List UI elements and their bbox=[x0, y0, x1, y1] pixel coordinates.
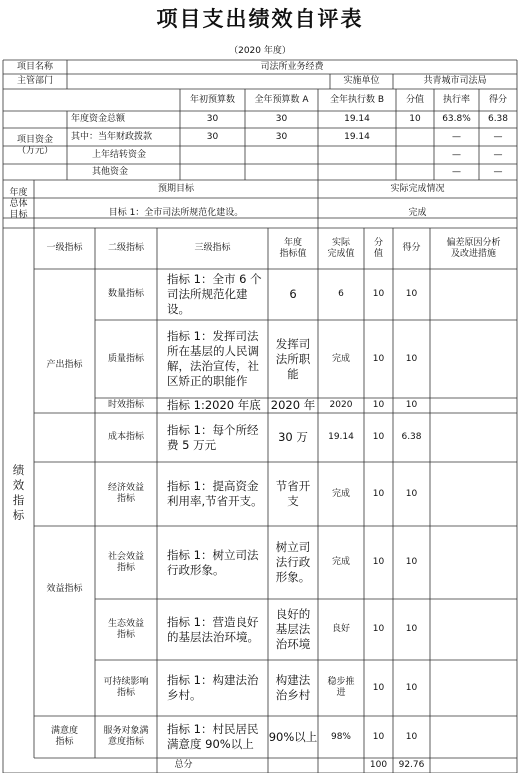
target-value: 构建法 治乡村 bbox=[275, 673, 311, 702]
actual-value: 完成 bbox=[331, 353, 350, 364]
level2-indicator: 社会效益 指标 bbox=[107, 551, 144, 573]
total-score: 100 bbox=[369, 760, 388, 770]
target-value: 6 bbox=[289, 287, 297, 301]
funds-header: 全年执行数 B bbox=[329, 94, 385, 105]
funds-value bbox=[245, 164, 318, 180]
funds-value: — bbox=[452, 166, 461, 177]
funds-row-label: 其他资金 bbox=[92, 166, 129, 177]
score-value: 10 bbox=[372, 557, 385, 567]
score-value: 10 bbox=[372, 731, 385, 742]
score-value: 10 bbox=[372, 488, 385, 499]
funds-header: 执行率 bbox=[442, 94, 470, 105]
level1-indicator: 满意度 指标 bbox=[50, 726, 78, 747]
got-value: 10 bbox=[405, 624, 418, 634]
deviation-note bbox=[430, 269, 517, 320]
funds-value: 19.14 bbox=[344, 114, 370, 124]
level2-indicator: 生态效益 指标 bbox=[107, 618, 144, 640]
level1-indicator: 效益指标 bbox=[46, 583, 83, 594]
funds-header: 全年预算数 A bbox=[254, 94, 309, 105]
deviation-note bbox=[430, 320, 517, 398]
perf-header: 得分 bbox=[402, 243, 421, 253]
target-value: 树立司 法行政 形象。 bbox=[275, 540, 311, 584]
funds-value bbox=[318, 164, 396, 180]
actual-value: 19.14 bbox=[328, 432, 354, 442]
goal-actual: 完成 bbox=[408, 207, 427, 218]
level3-indicator: 指标 1：树立司法 行政形象。 bbox=[167, 547, 259, 577]
funds-label: 项目资金 （万元） bbox=[16, 134, 53, 156]
funds-value: 19.14 bbox=[344, 131, 370, 142]
funds-value: 63.8% bbox=[442, 114, 471, 124]
deviation-note bbox=[430, 413, 517, 462]
level2-indicator: 数量指标 bbox=[107, 289, 144, 299]
funds-value bbox=[396, 164, 434, 180]
level3-indicator: 指标 1：构建法治 乡村。 bbox=[167, 673, 259, 702]
level3-indicator: 指标 1：营造良好 的基层法治环境。 bbox=[167, 614, 259, 644]
funds-row-label: 上年结转资金 bbox=[92, 149, 147, 160]
funds-value bbox=[180, 164, 245, 180]
target-value: 90%以上 bbox=[268, 729, 318, 744]
funds-value bbox=[396, 128, 434, 146]
score-value: 10 bbox=[372, 682, 385, 693]
actual-value: 2020 bbox=[329, 400, 353, 410]
funds-value: — bbox=[493, 131, 503, 142]
total-label: 总分 bbox=[174, 760, 193, 770]
funds-value: 10 bbox=[409, 114, 421, 124]
project-name: 司法所业务经费 bbox=[260, 61, 324, 72]
level2-indicator: 时效指标 bbox=[107, 400, 144, 410]
deviation-note bbox=[430, 526, 517, 599]
got-value: 10 bbox=[405, 682, 418, 693]
impl-unit: 共青城市司法局 bbox=[423, 76, 487, 86]
level2-indicator: 可持续影响 指标 bbox=[103, 677, 149, 698]
got-value: 6.38 bbox=[401, 432, 422, 442]
deviation-note bbox=[430, 398, 517, 413]
funds-value bbox=[396, 146, 434, 164]
funds-value: — bbox=[493, 166, 503, 177]
actual-value: 良好 bbox=[331, 624, 350, 634]
target-value: 节省开 支 bbox=[275, 479, 311, 508]
funds-header: 得分 bbox=[488, 94, 507, 105]
level3-indicator: 指标 1：提高资金 利用率,节省开支。 bbox=[167, 479, 263, 508]
score-value: 10 bbox=[372, 289, 385, 299]
page-title: 项目支出绩效自评表 bbox=[156, 7, 364, 31]
actual-value: 6 bbox=[338, 289, 344, 299]
perf-header: 三级指标 bbox=[194, 243, 231, 253]
level2-indicator: 质量指标 bbox=[107, 353, 144, 364]
level2-indicator: 服务对象满 意度指标 bbox=[103, 726, 149, 747]
funds-row-label: 年度资金总额 bbox=[71, 114, 126, 124]
level3-indicator: 指标 1：发挥司法 所在基层的人民调 解，法治宣传，社 区矫正的职能作 bbox=[167, 329, 259, 388]
level2-indicator: 经济效益 指标 bbox=[107, 483, 144, 504]
funds-value bbox=[180, 146, 245, 164]
deviation-note bbox=[430, 716, 517, 758]
got-value: 10 bbox=[405, 488, 418, 499]
dept-label: 主管部门 bbox=[16, 76, 53, 86]
funds-value: 30 bbox=[275, 131, 288, 142]
goal-expected: 目标 1：全市司法所规范化建设。 bbox=[108, 207, 244, 218]
target-value: 发挥司 法所职 能 bbox=[275, 336, 311, 381]
score-value: 10 bbox=[372, 624, 385, 634]
funds-header: 分值 bbox=[405, 94, 424, 105]
actual-value: 完成 bbox=[331, 557, 350, 567]
goal-expected-header: 预期目标 bbox=[157, 183, 194, 194]
level3-indicator: 指标 1:2020 年底 bbox=[167, 398, 261, 412]
deviation-note bbox=[430, 599, 517, 660]
level3-indicator: 指标 1：每个所经 费 5 万元 bbox=[167, 422, 259, 452]
funds-value: 30 bbox=[206, 114, 219, 124]
funds-value: 30 bbox=[275, 114, 288, 124]
funds-value: 6.38 bbox=[487, 114, 509, 124]
funds-value bbox=[245, 146, 318, 164]
goal-actual-header: 实际完成情况 bbox=[390, 183, 445, 194]
actual-value: 98% bbox=[330, 731, 351, 742]
got-value: 10 bbox=[405, 731, 418, 742]
total-got: 92.76 bbox=[398, 760, 425, 770]
actual-value: 完成 bbox=[331, 488, 350, 499]
level3-indicator: 指标 1：村民居民 满意度 90%以上 bbox=[167, 722, 259, 751]
funds-value: — bbox=[493, 149, 503, 160]
target-value: 30 万 bbox=[278, 430, 308, 444]
score-value: 10 bbox=[372, 353, 385, 364]
score-value: 10 bbox=[372, 400, 385, 410]
perf-header: 二级指标 bbox=[107, 243, 144, 253]
funds-header: 年初预算数 bbox=[189, 94, 235, 105]
goal-label: 年度 总体 目标 bbox=[9, 187, 28, 220]
score-value: 10 bbox=[372, 432, 385, 442]
perf-header: 实际 完成值 bbox=[327, 237, 355, 259]
deviation-note bbox=[430, 462, 517, 526]
perf-header: 一级指标 bbox=[46, 243, 83, 253]
funds-value bbox=[318, 146, 396, 164]
level2-indicator: 成本指标 bbox=[107, 432, 144, 442]
actual-value: 稳步推 进 bbox=[327, 677, 355, 698]
got-value: 10 bbox=[405, 557, 418, 567]
funds-row-label: 其中：当年财政拨款 bbox=[71, 131, 153, 142]
deviation-note bbox=[430, 660, 517, 716]
target-value: 良好的 基层法 治环境 bbox=[275, 607, 311, 651]
report-year: （2020 年度） bbox=[229, 46, 291, 56]
project-name-label: 项目名称 bbox=[16, 61, 53, 72]
funds-value: — bbox=[452, 149, 461, 160]
got-value: 10 bbox=[405, 289, 418, 299]
perf-label: 绩 效 指 标 bbox=[12, 463, 25, 522]
level1-indicator: 产出指标 bbox=[46, 360, 83, 370]
got-value: 10 bbox=[405, 353, 418, 364]
perf-header: 偏差原因分析 及改进措施 bbox=[446, 237, 501, 259]
perf-header: 分 值 bbox=[373, 237, 383, 259]
impl-unit-label: 实施单位 bbox=[343, 76, 380, 86]
funds-value: — bbox=[452, 131, 461, 142]
got-value: 10 bbox=[405, 400, 418, 410]
level3-indicator: 指标 1：全市 6 个 司法所规范化建 设。 bbox=[167, 272, 262, 316]
perf-header: 年度 指标值 bbox=[279, 237, 307, 259]
target-value: 2020 年 bbox=[270, 398, 316, 412]
funds-value: 30 bbox=[206, 131, 219, 142]
